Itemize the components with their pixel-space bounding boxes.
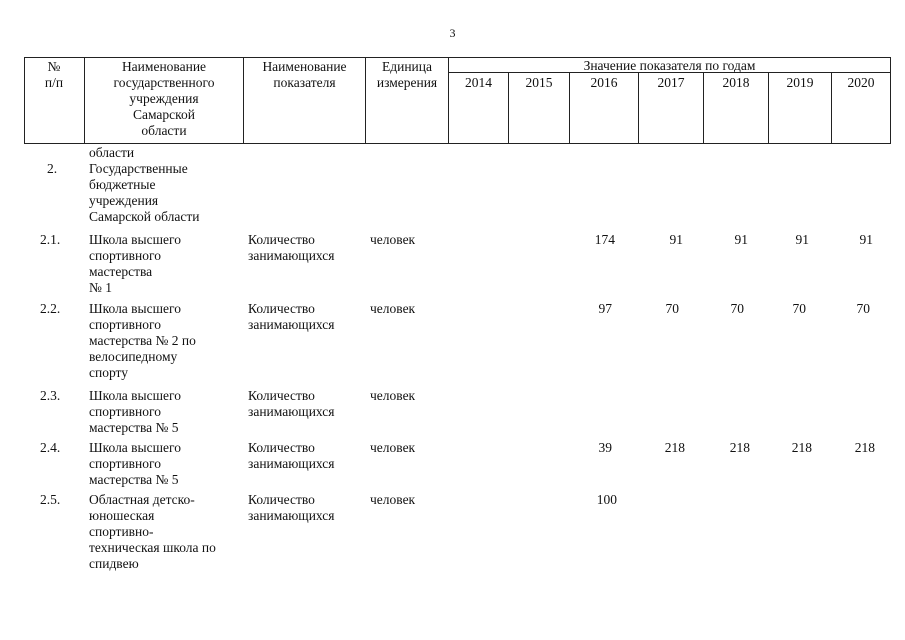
year-2016: 2016 [590,75,618,90]
row-indicator: Количество занимающихся [248,492,335,523]
row-number: 2.1. [40,232,61,247]
value-2016: 97 [598,301,612,316]
year-2018: 2018 [722,75,750,90]
header-num: № п/п [44,59,64,90]
row-number: 2.5. [40,492,61,507]
header-institution: Наименование государственного учреждения Самарской области [113,59,215,138]
value-2016: 100 [596,492,617,507]
value-2017: 91 [669,232,683,247]
value-2016: 39 [598,440,612,455]
row-indicator: Количество занимающихся [248,232,335,263]
page-number: 3 [449,26,456,40]
col-border-11 [890,57,891,144]
row-number: 2.2. [40,301,61,316]
value-2018: 70 [730,301,744,316]
row-number: 2.3. [40,388,61,403]
value-2020: 91 [859,232,873,247]
row-indicator: Количество занимающихся [248,440,335,471]
year-2015: 2015 [525,75,553,90]
section-title: Государственные бюджетные учреждения Самарской области [89,161,200,224]
value-2020: 218 [854,440,875,455]
year-2020: 2020 [847,75,875,90]
value-2019: 218 [791,440,812,455]
year-2014: 2014 [465,75,492,90]
row-number: 2.4. [40,440,61,455]
value-2020: 70 [856,301,870,316]
value-2017: 70 [665,301,679,316]
header-years-title: Значение показателя по годам [583,58,756,73]
value-2016: 174 [594,232,615,247]
year-2017: 2017 [657,75,685,90]
row-institution-name: Школа высшего спортивного мастерства № 2 по велосипедному спорту [89,301,196,380]
section-carry-text: области [89,145,135,160]
row-institution-name: Школа высшего спортивного мастерства № 1 [89,232,181,295]
row-indicator: Количество занимающихся [248,301,335,332]
value-2019: 91 [795,232,809,247]
value-2018: 91 [734,232,748,247]
row-indicator: Количество занимающихся [248,388,335,419]
row-unit: человек [370,232,416,247]
section-number: 2. [47,161,58,176]
row-institution-name: Школа высшего спортивного мастерства № 5 [89,388,181,435]
value-2017: 218 [664,440,685,455]
row-institution-name: Школа высшего спортивного мастерства № 5 [89,440,181,487]
header-unit: Единица измерения [376,59,438,90]
row-institution-name: Областная детско- юношеская спортивно- техническая школа по спидвею [89,492,216,571]
value-2019: 70 [792,301,806,316]
year-2019: 2019 [786,75,814,90]
row-unit: человек [370,388,416,403]
value-2018: 218 [729,440,750,455]
header-indicator: Наименование показателя [262,59,347,90]
row-unit: человек [370,301,416,316]
row-unit: человек [370,440,416,455]
header-bottom-border [24,143,890,144]
row-unit: человек [370,492,416,507]
